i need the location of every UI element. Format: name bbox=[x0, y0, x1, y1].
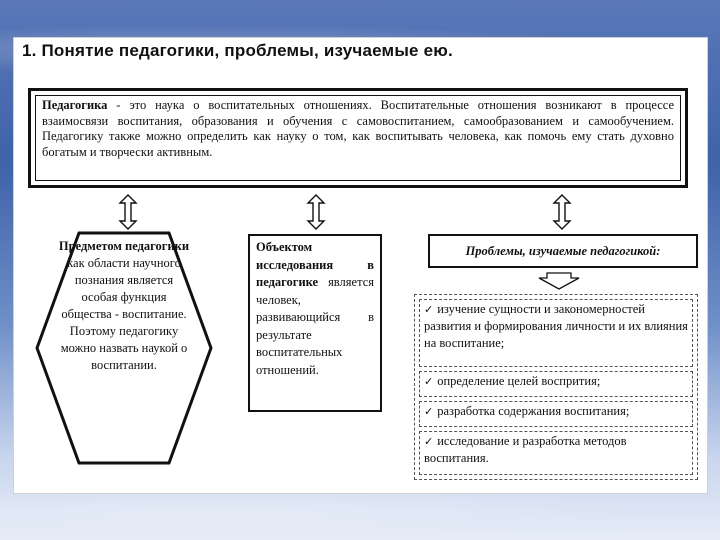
double-arrow-icon bbox=[306, 194, 326, 230]
double-arrow-icon bbox=[118, 194, 138, 230]
subject-hexagon bbox=[34, 230, 214, 466]
checkmark-icon: ✓ bbox=[424, 303, 434, 316]
double-arrow-icon bbox=[552, 194, 572, 230]
down-arrow-icon bbox=[537, 272, 581, 290]
list-item-text: разработка содержания воспитания; bbox=[437, 404, 630, 418]
object-body: является человек, развивающийся в результате воспитательных отношений. bbox=[256, 275, 374, 377]
object-box bbox=[248, 234, 382, 412]
list-item-text: исследование и разработка методов воспитания. bbox=[424, 434, 627, 465]
definition-text bbox=[35, 95, 681, 181]
document-page bbox=[14, 38, 707, 493]
definition-body: - это наука о воспитательных отношениях. Воспитательные отношения возникают в процессе взаимосвязи воспитания, образования и обучения с самовоспитанием, самообразованием и самообучением. Педагогику также можно определить как науку о том, как воспитывать человека, как помочь ему стать духовно богатым и творчески активным. bbox=[42, 98, 674, 159]
subject-lead: Предметом педагогики bbox=[58, 239, 190, 253]
subject-body: как области научного познания является особая функция общества - воспитание. Поэтому педагогику можно назвать наукой о воспитании. bbox=[60, 256, 188, 372]
definition-term: Педагогика bbox=[42, 98, 108, 112]
definition-box bbox=[28, 88, 688, 188]
list-item bbox=[419, 299, 693, 367]
list-item-text: определение целей воспрития; bbox=[437, 374, 601, 388]
checkmark-icon: ✓ bbox=[424, 435, 434, 448]
list-item bbox=[419, 401, 693, 427]
list-item-text: изучение сущности и закономерностей развития и формирования личности и их влияния на воспитание; bbox=[424, 302, 688, 350]
page-title: 1. Понятие педагогики, проблемы, изучаемые ею. bbox=[22, 41, 453, 60]
list-item bbox=[419, 431, 693, 475]
object-lead: Объектом исследования в педагогике bbox=[256, 240, 374, 289]
problems-heading: Проблемы, изучаемые педагогикой: bbox=[428, 234, 698, 268]
checkmark-icon: ✓ bbox=[424, 375, 434, 388]
list-item bbox=[419, 371, 693, 397]
subject-text bbox=[56, 238, 192, 374]
checkmark-icon: ✓ bbox=[424, 405, 434, 418]
problems-list bbox=[414, 294, 698, 480]
